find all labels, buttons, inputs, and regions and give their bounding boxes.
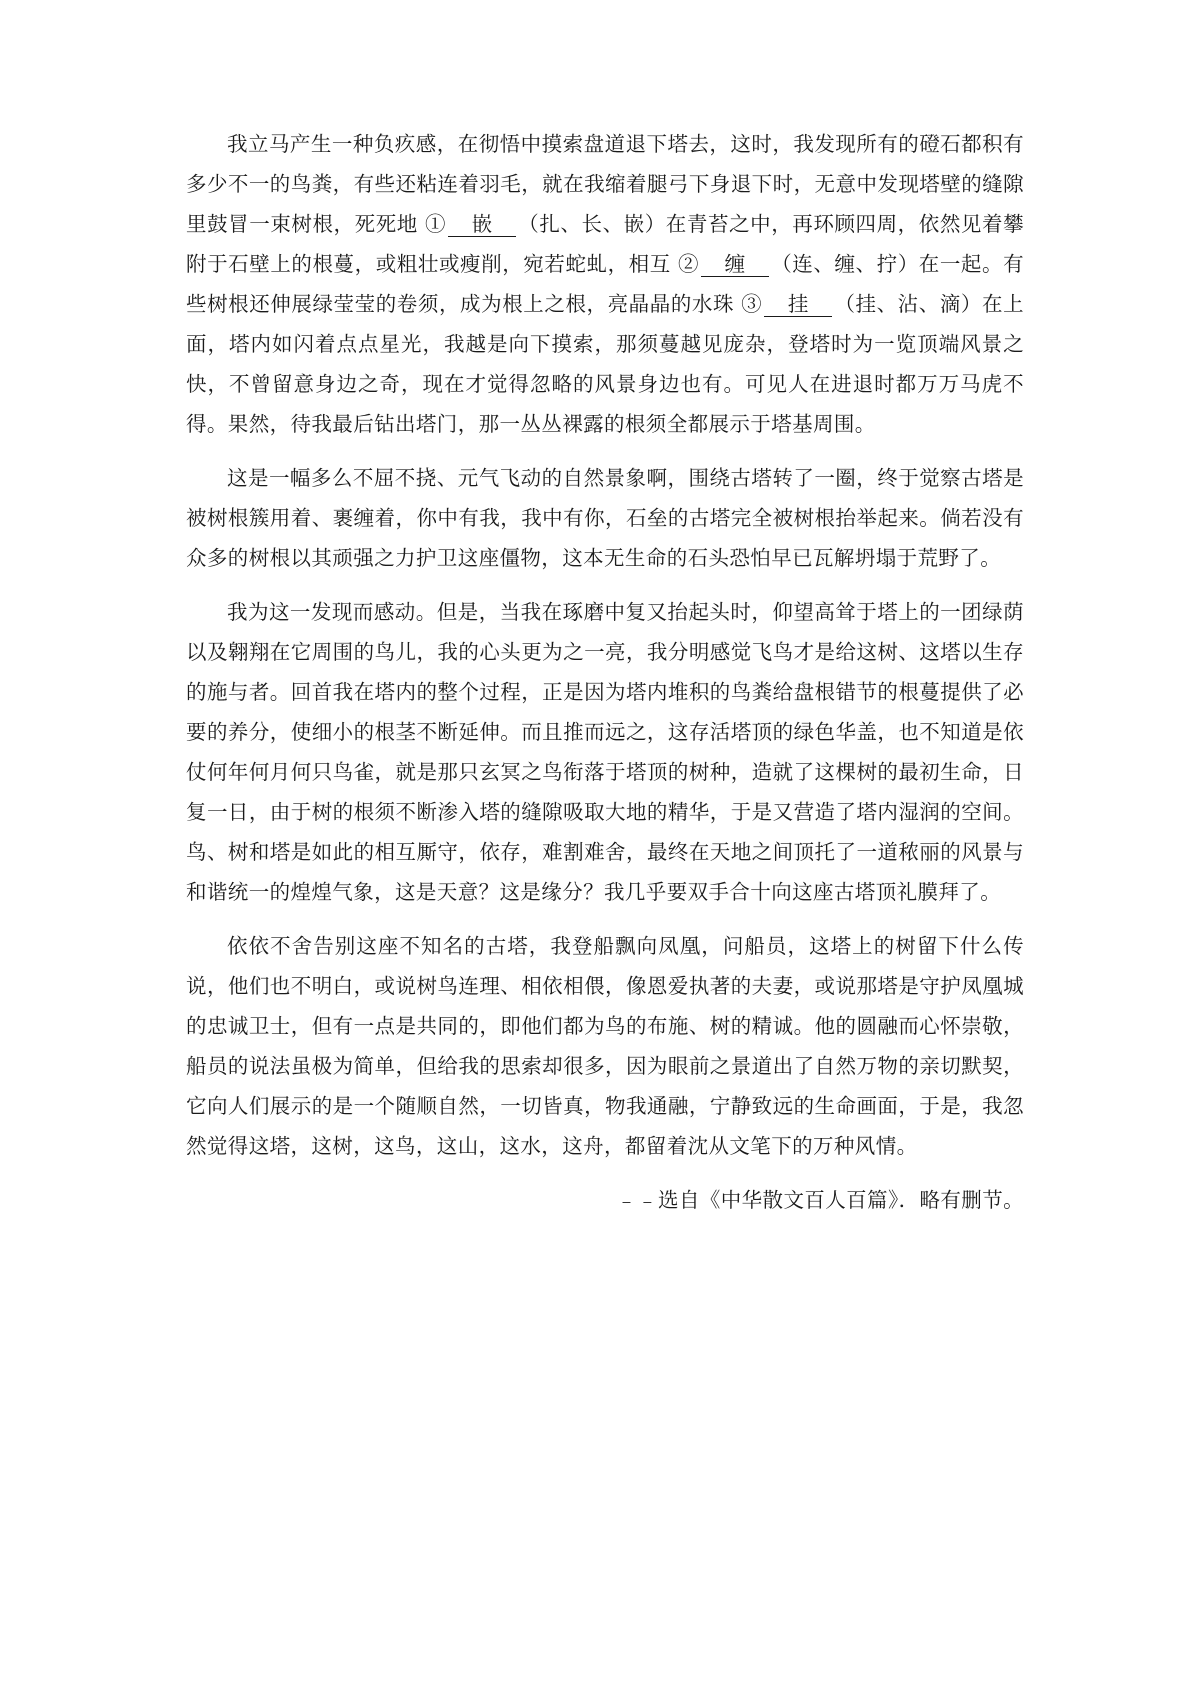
paragraph-1-part-3: （连、缠、拧）在一起。有些树根还伸展绿莹莹的卷须，成为根上之根，亮晶晶的水珠 ③ bbox=[186, 252, 1024, 316]
answer-blank-2: 缠 bbox=[701, 252, 769, 277]
answer-blank-3: 挂 bbox=[764, 292, 832, 317]
answer-blank-1: 嵌 bbox=[448, 212, 516, 237]
paragraph-2: 这是一幅多么不屈不挠、元气飞动的自然景象啊，围绕古塔转了一圈，终于觉察古塔是被树根簇用着、裹缠着，你中有我，我中有你，石垒的古塔完全被树根抬举起来。倘若没有众多的树根以其顽强之力护卫这座僵物，这本无生命的石头恐怕早已瓦解坍塌于荒野了。 bbox=[186, 466, 1024, 570]
paragraph-1-part-2: （扎、长、嵌）在青苔之中，再环顾四周，依然见着攀附于石壁上的根蔓，或粗壮或瘦削，宛若蛇虬，相互 ② bbox=[186, 212, 1024, 276]
paragraph-4: 依依不舍告别这座不知名的古塔，我登船飘向凤凰，问船员，这塔上的树留下什么传说，他们也不明白，或说树鸟连理、相依相偎，像恩爱执著的夫妻，或说那塔是守护凤凰城的忠诚卫士，但有一点是共同的，即他们都为鸟的布施、树的精诚。他的圆融而心怀崇敬，船员的说法虽极为简单，但给我的思索却很多，因为眼前之景道出了自然万物的亲切默契，它向人们展示的是一个随顺自然，一切皆真，物我通融，宁静致远的生命画面，于是，我忽然觉得这塔，这树，这鸟，这山，这水，这舟，都留着沈从文笔下的万种风情。 bbox=[186, 934, 1024, 1158]
paragraph-3: 我为这一发现而感动。但是，当我在琢磨中复又抬起头时，仰望高耸于塔上的一团绿荫以及翱翔在它周围的鸟儿，我的心头更为之一亮，我分明感觉飞鸟才是给这树、这塔以生存的施与者。回首我在塔内的整个过程，正是因为塔内堆积的鸟粪给盘根错节的根蔓提供了必要的养分，使细小的根茎不断延伸。而且推而远之，这存活塔顶的绿色华盖，也不知道是依仗何年何月何只鸟雀，就是那只玄冥之鸟衔落于塔顶的树种，造就了这棵树的最初生命，日复一日，由于树的根须不断渗入塔的缝隙吸取大地的精华，于是又营造了塔内湿润的空间。鸟、树和塔是如此的相互厮守，依存，难割难舍，最终在天地之间顶托了一道秾丽的风景与和谐统一的煌煌气象，这是天意？这是缘分？我几乎要双手合十向这座古塔顶礼膜拜了。 bbox=[186, 600, 1024, 904]
paragraph-1 bbox=[186, 124, 1024, 444]
source-citation: ﹣﹣选自《中华散文百人百篇》．略有删节。 bbox=[616, 1188, 1024, 1212]
paragraph-1-part-1: 我立马产生一种负疚感，在彻悟中摸索盘道退下塔去，这时，我发现所有的磴石都积有多少不一的鸟粪，有些还粘连着羽毛，就在我缩着腿弓下身退下时，无意中发现塔壁的缝隙里鼓冒一束树根，死死地 ① bbox=[186, 132, 1024, 236]
article-page bbox=[186, 124, 1024, 1241]
paragraph-1-part-4: （挂、沾、滴）在上面，塔内如闪着点点星光，我越是向下摸索，那须蔓越见庞杂，登塔时为一览顶端风景之快，不曾留意身边之奇，现在才觉得忽略的风景身边也有。可见人在进退时都万万马虎不得。果然，待我最后钻出塔门，那一丛丛裸露的根须全都展示于塔基周围。 bbox=[186, 292, 1024, 436]
